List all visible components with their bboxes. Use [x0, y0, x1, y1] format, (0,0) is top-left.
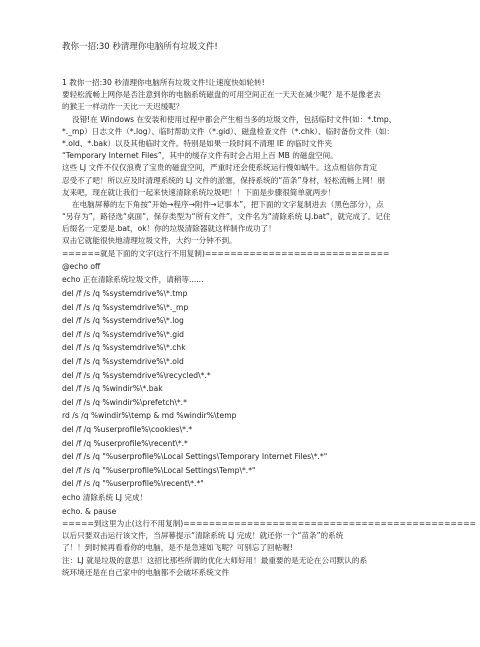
- paragraph-line: *._mp）日志文件（*.log）、临时帮助文件（*.gid）、磁盘检查文件（*.chk）、临时备份文件（如：: [62, 126, 394, 136]
- paragraph-line: 忍受不了吧！所以应及时清理系统的 LJ 文件的淤塞，保持系统的“苗条”身材，轻松流畅上网！朋: [62, 175, 385, 185]
- document-title: 教你一招:30 秒清理你电脑所有垃圾文件!: [62, 42, 218, 52]
- paragraph-line: 双击它就能很快地清理垃圾文件，大约一分钟不到。: [62, 236, 237, 246]
- code-line: del /f /s /q "%userprofile%\Local Settings\Temporary Internet Files\*.*": [62, 452, 328, 462]
- code-line: del /f /s /q %systemdrive%\*.tmp: [62, 289, 188, 298]
- code-line: del /f /s /q %systemdrive%\*.log: [62, 316, 184, 326]
- paragraph-line: 没错!在 Windows 在安装和使用过程中都会产生相当多的垃圾文件，包括临时文件(如：*.tmp、: [72, 114, 397, 124]
- code-line: del /f /s /q %systemdrive%\*.old: [62, 356, 184, 366]
- paragraph-line: 1 教你一招:30 秒清理你电脑所有垃圾文件!让速度快如轮转!: [62, 78, 265, 87]
- code-line: rd /s /q %windir%\temp & md %windir%\temp: [62, 411, 237, 421]
- code-line: del /f /s /q %systemdrive%\recycled\*.*: [62, 370, 211, 380]
- paragraph-line: 这些 LJ 文件不仅仅浪费了宝贵的磁盘空间，严重时还会使系统运行慢如蜗牛。这点相信你肯定: [62, 163, 378, 173]
- paragraph-line: “另存为”，路径选“桌面”，保存类型为“所有文件”，文件名为“清除系统 LJ.bat”，就完成了。记住: [62, 212, 391, 222]
- paragraph-line: “Temporary Internet Files”，其中的缓存文件有时会占用上百 MB 的磁盘空间。: [62, 151, 338, 161]
- intro-section: [62, 77, 427, 260]
- paragraph-line: 以后只要双击运行该文件，当屏幕提示“清除系统 LJ 完成！就还你一个“苗条”的系统: [62, 531, 344, 541]
- paragraph-line: 后缀名一定要是.bat，ok！你的垃圾清除器就这样制作成功了！: [62, 224, 276, 234]
- code-line: del /f /s /q %systemdrive%\*.gid: [62, 329, 185, 339]
- code-line: del /f /s /q %systemdrive%\*._mp: [62, 302, 189, 312]
- document-body: [62, 77, 476, 579]
- outro-section: [62, 518, 476, 579]
- paragraph-line: =====到这里为止(这行不用复制)==============================================: [62, 519, 476, 529]
- paragraph-line: 友来吧，现在就让我们一起来快速清除系统垃圾吧！！下面是步骤很简单就两步！: [62, 187, 336, 197]
- code-line: echo 正在清除系统垃圾文件，请稍等......: [62, 275, 204, 285]
- code-line: del /f /q %userprofile%\cookies\*.*: [62, 424, 193, 434]
- code-line: del /f /s /q "%userprofile%\recent\*.*": [62, 479, 204, 489]
- batch-code-block: [62, 260, 427, 518]
- code-line: del /f /s /q %windir%\*.bak: [62, 384, 163, 394]
- code-line: @echo off: [62, 261, 101, 271]
- paragraph-line: *.old、*.bak）以及其他临时文件。特别是如果一段时间不清理 IE 的临时文件夹: [62, 138, 332, 148]
- paragraph-line: ======就是下面的文字(这行不用复制)=============================: [62, 248, 390, 258]
- code-line: echo. & pause: [62, 506, 117, 516]
- code-line: del /f /s /q %windir%\prefetch\*.*: [62, 397, 187, 407]
- paragraph-line: 要轻松流畅上网你是否注意到你的电脑系统磁盘的可用空间正在一天天在减少呢？是不是像老去: [62, 90, 381, 100]
- paragraph-line: 统环境还是在自己家中的电脑都不会破坏系统文件: [62, 567, 230, 577]
- paragraph-line: 的猴王一样动作一天比一天迟缓呢？: [62, 102, 184, 112]
- paragraph-line: 在电脑屏幕的左下角按“开始→程序→附件→记事本”，把下面的文字复制进去（黑色部分），点: [72, 199, 384, 209]
- code-line: del /f /q %userprofile%\recent\*.*: [62, 438, 188, 448]
- paragraph-line: 了！！到时候再看看你的电脑，是不是急速如飞呢？可别忘了回帖喔!: [62, 543, 293, 553]
- code-line: echo 清除系统 LJ 完成！: [62, 492, 148, 502]
- code-line: del /f /s /q "%userprofile%\Local Settings\Temp\*.*": [62, 465, 256, 475]
- paragraph-line: 注：LJ 就是垃圾的意思！这招比那些所谓的优化大师好用！最重要的是无论在公司默认的系: [62, 555, 368, 565]
- code-line: del /f /s /q %systemdrive%\*.chk: [62, 343, 186, 353]
